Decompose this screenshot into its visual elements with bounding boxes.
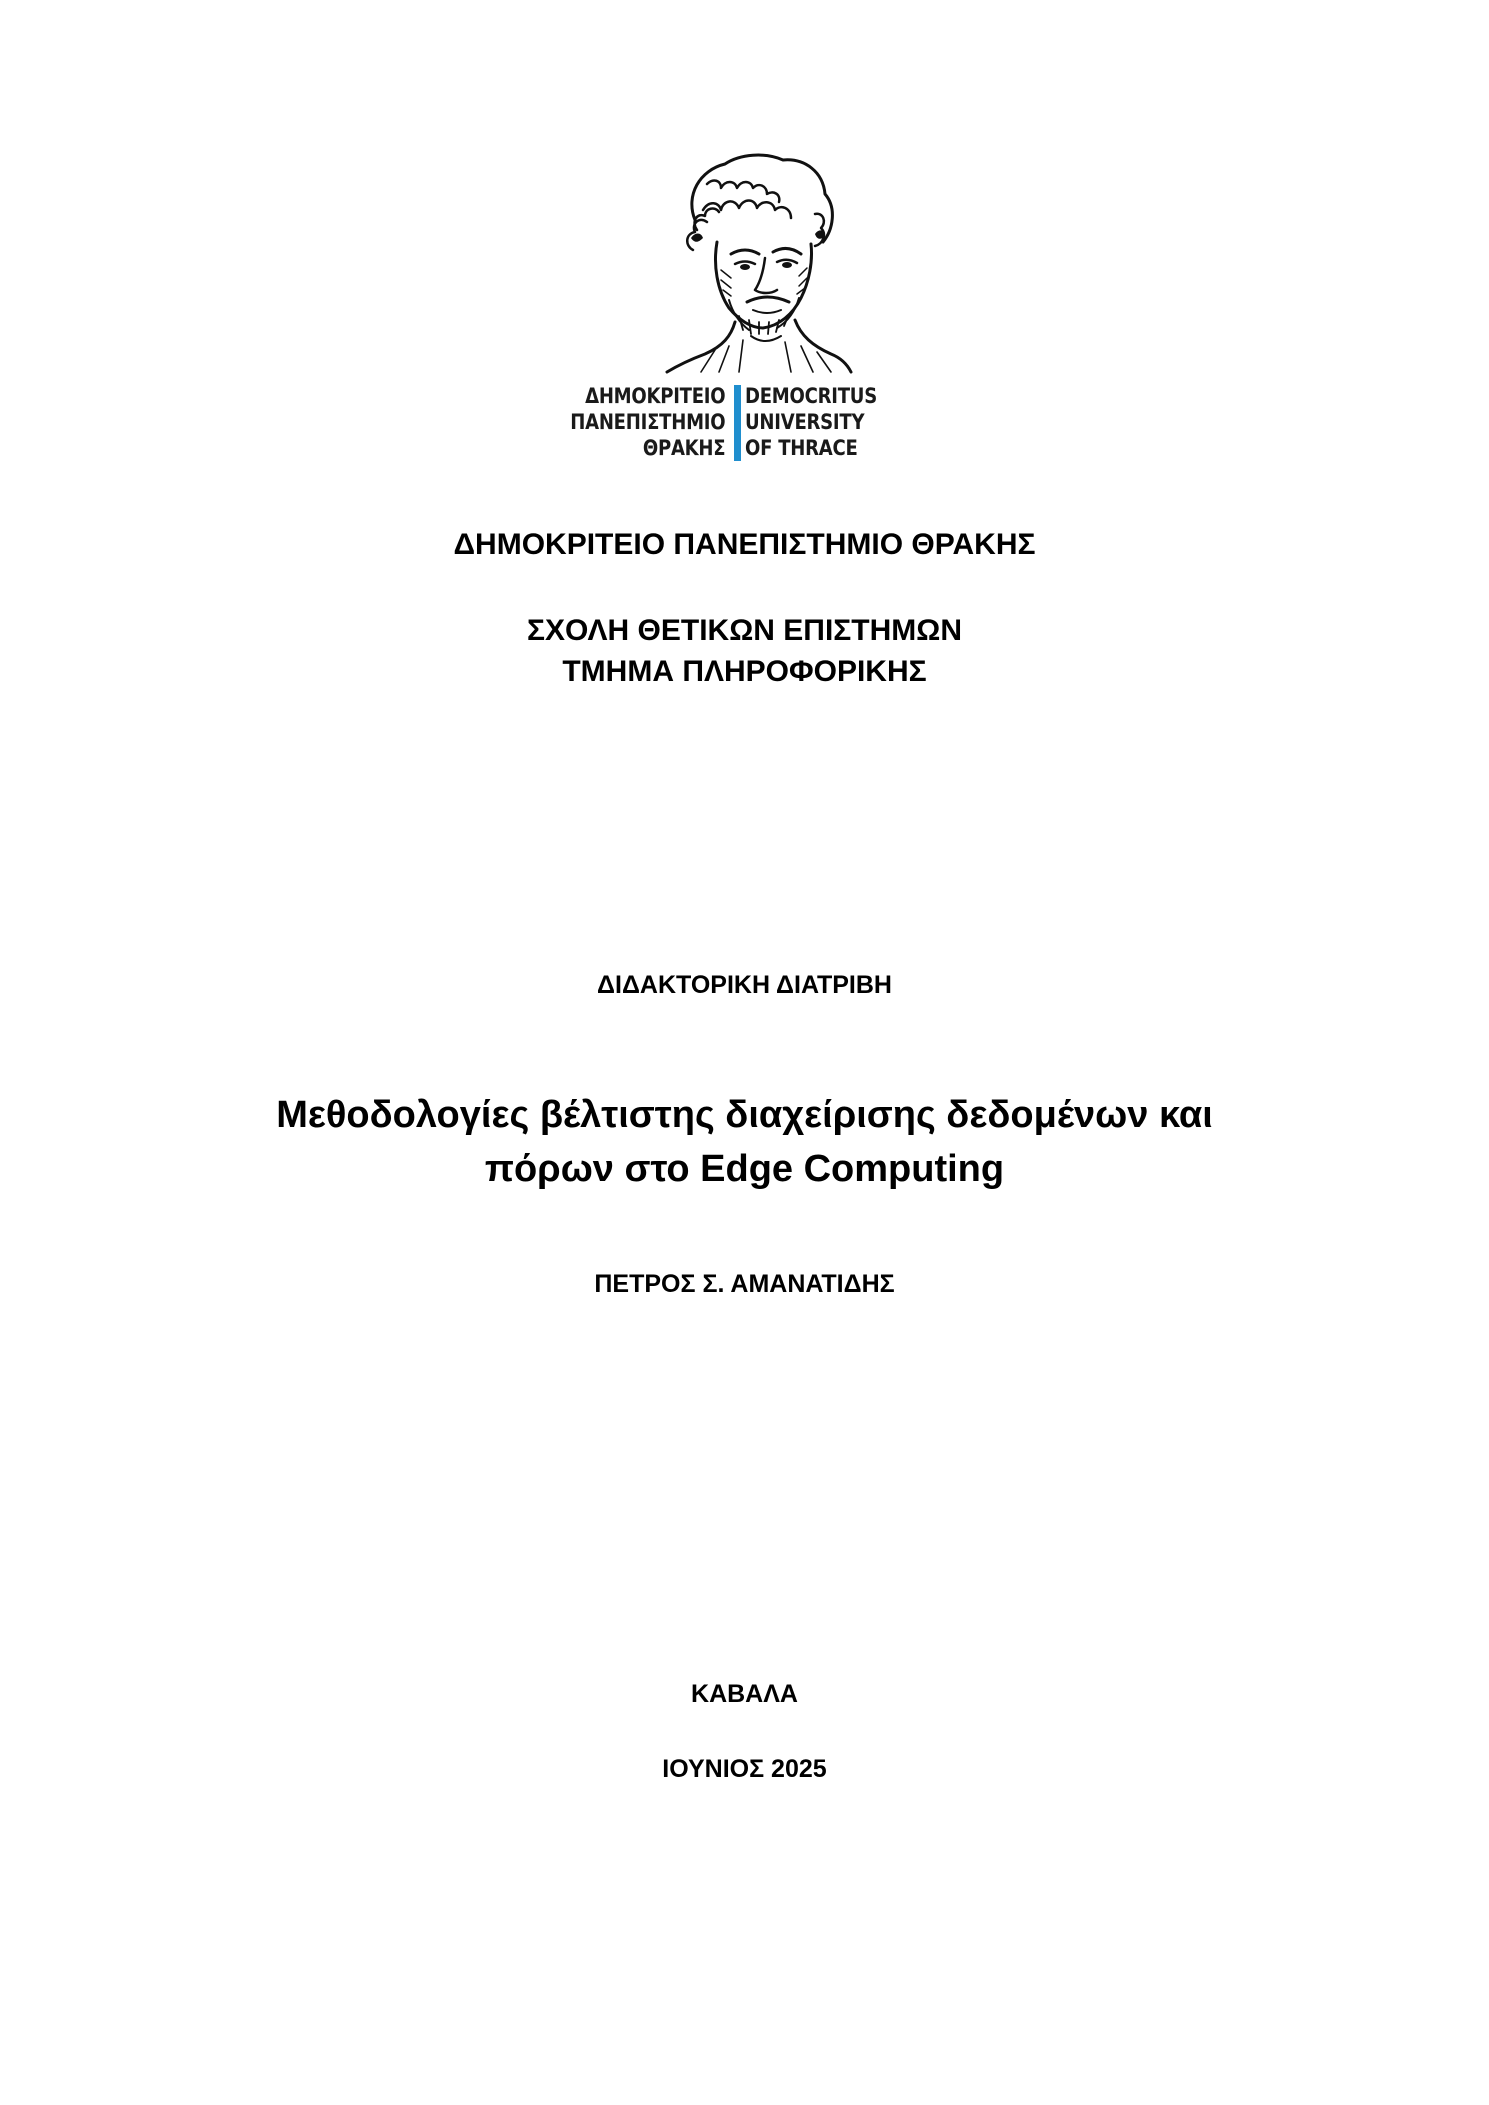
logo-text-english: DEMOCRITUS UNIVERSITY OF THRACE [745, 384, 877, 460]
thesis-title-line-2: πόρων στο Edge Computing [484, 1148, 1005, 1190]
logo-text-greek: ΔΗΜΟΚΡΙΤΕΙΟ ΠΑΝΕΠΙΣΤΗΜΙΟ ΘΡΑΚΗΣ [569, 384, 725, 460]
logo-divider-bar [734, 385, 741, 461]
date: ΙΟΥΝΙΟΣ 2025 [662, 1755, 827, 1783]
department-name: ΤΜΗΜΑ ΠΛΗΡΟΦΟΡΙΚΗΣ [562, 655, 927, 688]
thesis-type: ΔΙΔΑΚΤΟΡΙΚΗ ΔΙΑΤΡΙΒΗ [597, 971, 892, 999]
democritus-portrait-icon [655, 150, 855, 375]
university-logo [560, 150, 940, 470]
thesis-title-line-1: Μεθοδολογίες βέλτιστης διαχείρισης δεδομένων και [276, 1094, 1213, 1136]
school-name: ΣΧΟΛΗ ΘΕΤΙΚΩΝ ΕΠΙΣΤΗΜΩΝ [527, 614, 962, 647]
author-name: ΠΕΤΡΟΣ Σ. ΑΜΑΝΑΤΙΔΗΣ [594, 1270, 895, 1298]
university-name: ΔΗΜΟΚΡΙΤΕΙΟ ΠΑΝΕΠΙΣΤΗΜΙΟ ΘΡΑΚΗΣ [453, 528, 1036, 561]
city: ΚΑΒΑΛΑ [691, 1680, 798, 1708]
